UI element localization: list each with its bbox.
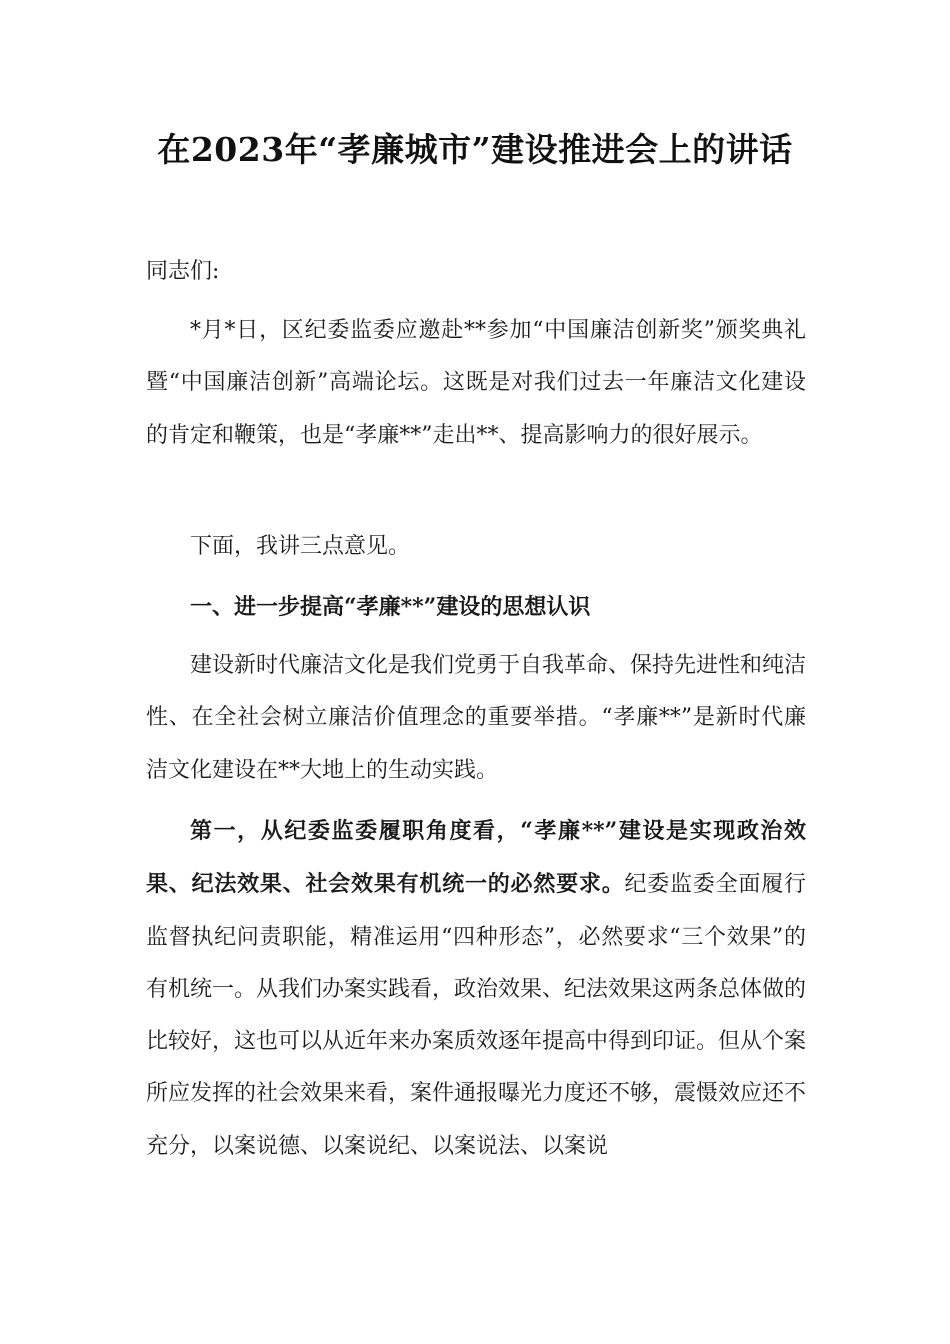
- paragraph-section-1: 建设新时代廉洁文化是我们党勇于自我革命、保持先进性和纯洁性、在全社会树立廉洁价值理念的重要举措。“孝廉**”是新时代廉洁文化建设在**大地上的生动实践。: [146, 653, 807, 783]
- salutation: 同志们:: [146, 259, 220, 284]
- paragraph-intro: *月*日，区纪委监委应邀赴**参加“中国廉洁创新奖”颁奖典礼暨“中国廉洁创新”高端论坛。这既是对我们过去一年廉洁文化建设的肯定和鞭策，也是“孝廉**”走出**、提高影响力的很好展示。: [146, 318, 806, 448]
- paragraph-point-1: [146, 805, 806, 1173]
- section-heading-1: 一、进一步提高“孝廉**”建设的思想认识: [190, 594, 591, 620]
- point-1-body: 纪委监委全面履行监督执纪问责职能，精准运用“四种形态”，必然要求“三个效果”的有机统一。从我们办案实践看，政治效果、纪法效果这两条总体做的比较好，这也可以从近年来办案质效逐年提高中得到印证。但从个案所应发挥的社会效果来看，案件通报曝光力度还不够，震慑效应还不充分，以案说德、以案说纪、以案说法、以案说: [146, 872, 807, 1159]
- document-title: 在2023年“孝廉城市”建设推进会上的讲话: [157, 130, 793, 169]
- point-1-lead: 第一，从纪委监委履职角度看，“孝廉**”建设是实现政治效果、纪法效果、社会效果有机统一的必然要求。: [146, 818, 806, 898]
- paragraph-outline: 下面，我讲三点意见。: [190, 534, 411, 559]
